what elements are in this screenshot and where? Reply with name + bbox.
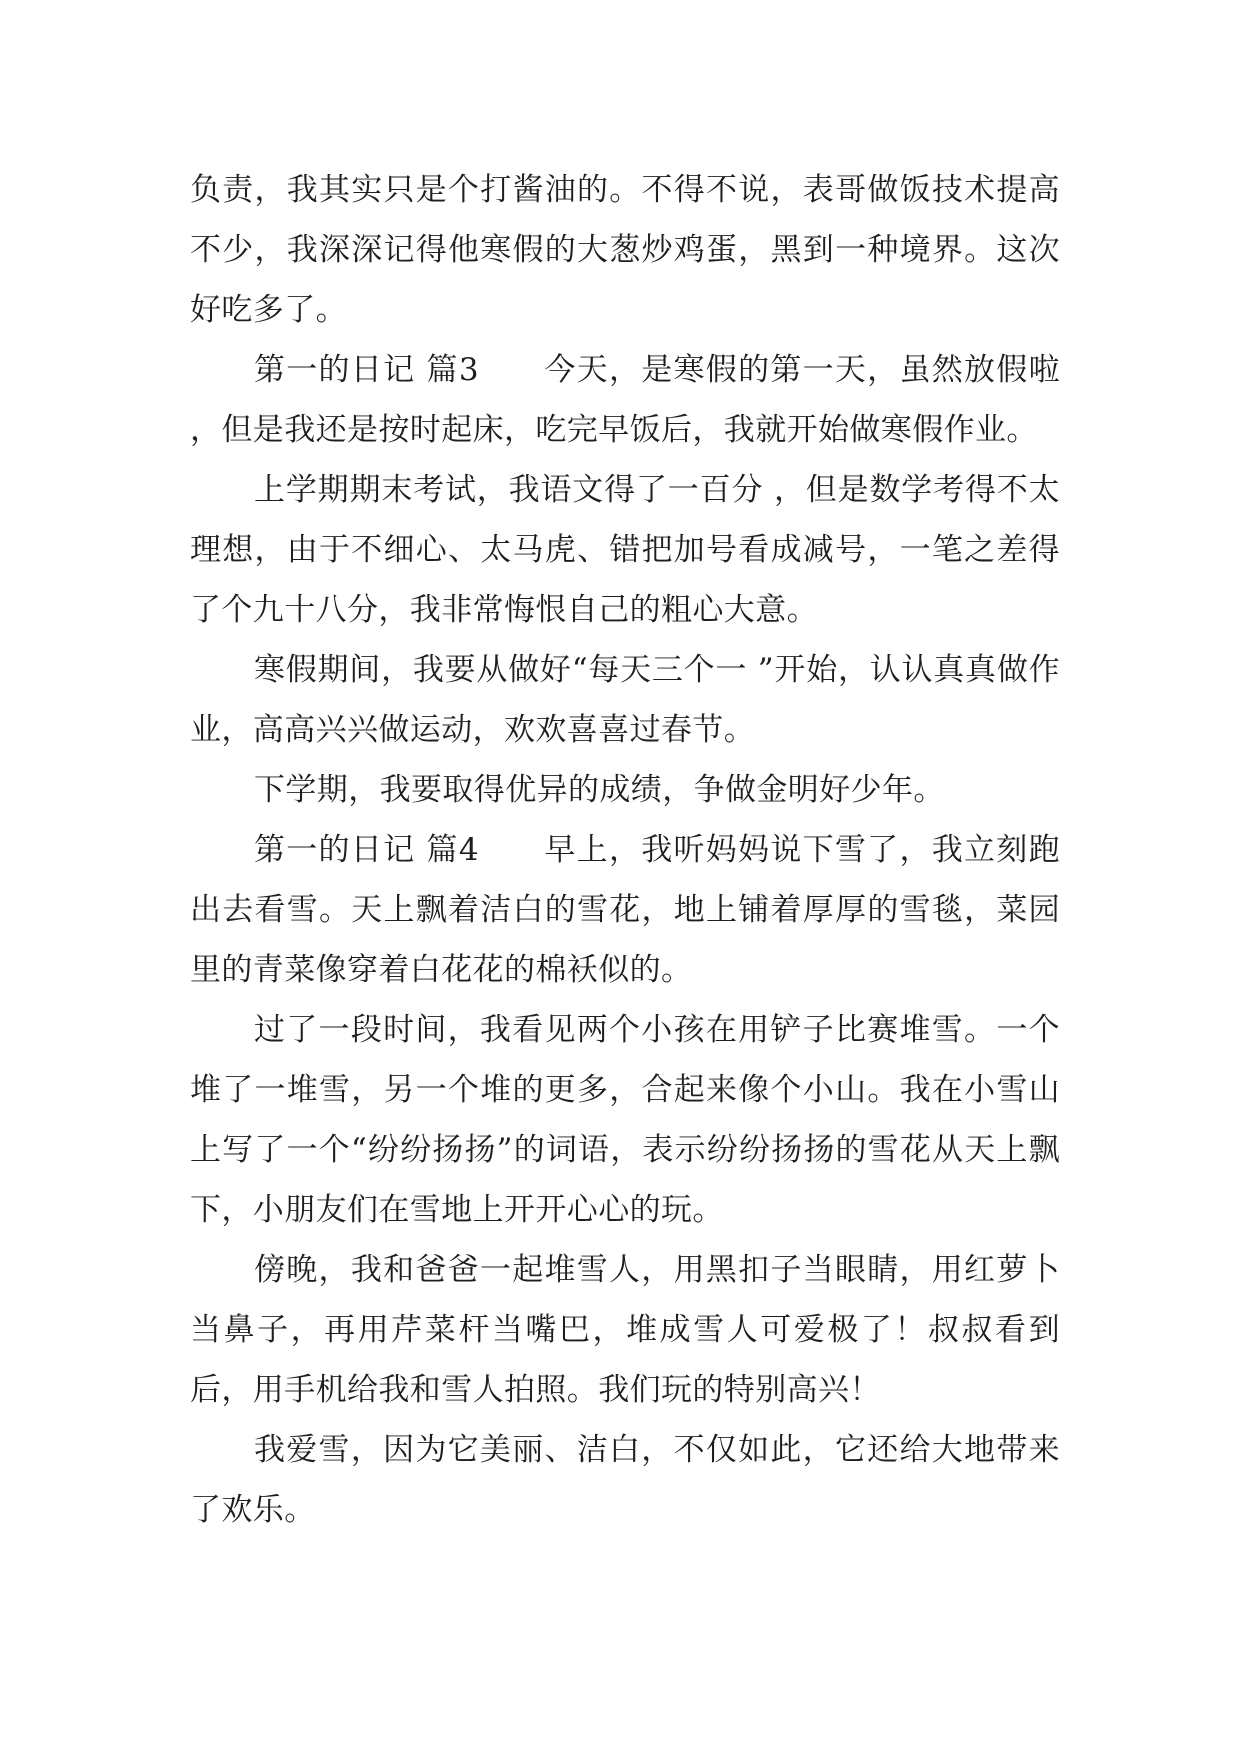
- paragraph-snowman: 傍晚，我和爸爸一起堆雪人，用黑扣子当眼睛，用红萝卜当鼻子，再用芹菜杆当嘴巴，堆成雪人可爱极了！叔叔看到后，用手机给我和雪人拍照。我们玩的特别高兴！: [190, 1252, 1060, 1408]
- paragraph-diary-3-first-day: 第一的日记 篇3 今天，是寒假的第一天，虽然放假啦 ，但是我还是按时起床，吃完早饭后，我就开始做寒假作业。: [190, 352, 1060, 448]
- paragraph-diary-4-snow: 第一的日记 篇4 早上，我听妈妈说下雪了，我立刻跑出去看雪。天上飘着洁白的雪花，地上铺着厚厚的雪毯，菜园里的青菜像穿着白花花的棉袄似的。: [190, 832, 1060, 988]
- diary-text-body: [190, 160, 1060, 1540]
- paragraph-love-snow: 我爱雪，因为它美丽、洁白，不仅如此，它还给大地带来了欢乐。: [190, 1432, 1060, 1528]
- paragraph-children-snow: 过了一段时间，我看见两个小孩在用铲子比赛堆雪。一个堆了一堆雪，另一个堆的更多，合起来像个小山。我在小雪山上写了一个“纷纷扬扬”的词语，表示纷纷扬扬的雪花从天上飘下，小朋友们在雪地上开开心心的玩。: [190, 1012, 1060, 1228]
- paragraph-next-semester: 下学期，我要取得优异的成绩，争做金明好少年。: [254, 772, 945, 808]
- paragraph-winter-plan: 寒假期间，我要从做好“每天三个一 ”开始，认认真真做作业，高高兴兴做运动，欢欢喜喜过春节。: [190, 652, 1060, 748]
- paragraph-exam-results: 上学期期末考试，我语文得了一百分 ，但是数学考得不太理想，由于不细心、太马虎、错把加号看成减号，一笔之差得了个九十八分，我非常悔恨自己的粗心大意。: [190, 472, 1060, 628]
- paragraph-cooking-continued: 负责，我其实只是个打酱油的。不得不说，表哥做饭技术提高不少，我深深记得他寒假的大葱炒鸡蛋，黑到一种境界。这次好吃多了。: [190, 172, 1060, 328]
